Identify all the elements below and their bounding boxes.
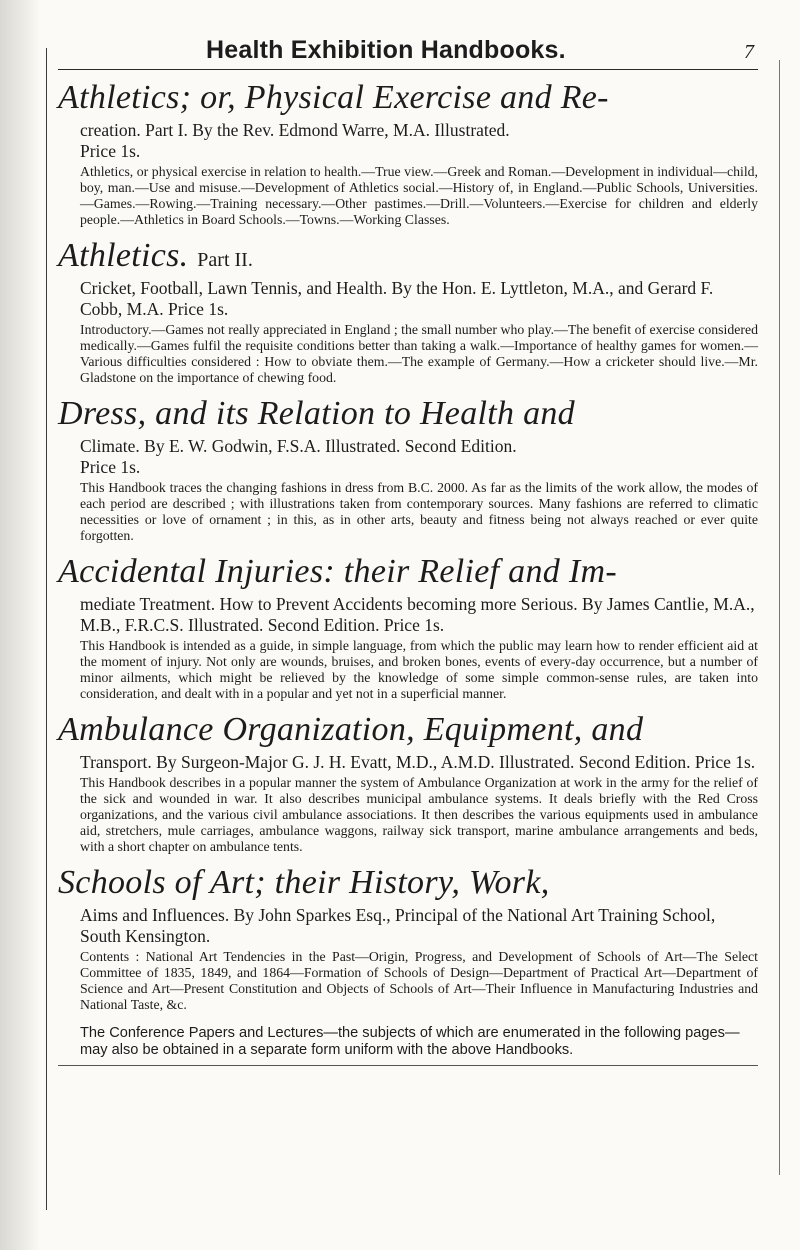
entry-title: Dress, and its Relation to Health and [58,395,575,432]
entry-description: This Handbook describes in a popular manner the system of Ambulance Organization at work in the army for the relief of the sick and wounded in war. It also describes municipal ambulance systems. It deals briefly with the Red Cross organizations, and the various civil ambulance associations. It then describes the various equipments used in ambulance aid, stretchers, mule carriages, ambulance waggons, railway sick transport, marine ambulance arrangements and beds, with a short chapter on ambulance tents. [80,775,758,854]
entry-title: Athletics. Part II. [58,237,253,274]
handbook-entry [58,80,758,228]
handbook-entry [58,865,758,1013]
handbook-entry [58,712,758,855]
entry-byline: Climate. By E. W. Godwin, F.S.A. Illustrated. Second Edition. [80,436,517,456]
entry-title: Ambulance Organization, Equipment, and [58,711,644,748]
entry-description: This Handbook traces the changing fashions in dress from B.C. 2000. As far as the limits of the work allow, the modes of each period are described ; with illustrations taken from contemporary sources. Many fashions are referred to climatic necessities or love of ornament ; in this, as in other arts, beauty and fitness being not always reached or ever quite forgotten. [80,480,758,543]
conference-papers-note: The Conference Papers and Lectures—the subjects of which are enumerated in the following pages—may also be obtained in a separate form uniform with the above Handbooks. [80,1025,740,1058]
bottom-rule [58,1065,758,1066]
entry-title: Schools of Art; their History, Work, [58,864,550,901]
entry-title: Accidental Injuries: their Relief and Im- [58,553,617,590]
running-title: Health Exhibition Handbooks. [206,36,566,64]
page-gutter-shadow [0,0,40,1250]
entry-description: Introductory.—Games not really appreciated in England ; the small number who play.—The benefit of exercise considered medically.—Games fulfil the requisite conditions better than taking a walk.—Importance of healthy games for women.—Various difficulties considered : How to obviate them.—The example of Germany.—How a cricketer should live.—Mr. Gladstone on the importance of chewing food. [80,322,758,385]
entry-description: This Handbook is intended as a guide, in simple language, from which the public may learn how to render efficient aid at the moment of injury. Not only are wounds, bruises, and broken bones, events of every-day occurrence, but a number of minor ailments, which might be relieved by the knowledge of some simple common-sense rules, are taken into consideration, and dealt with in a popular and yet not in a superficial manner. [80,638,758,701]
entry-description: Athletics, or physical exercise in relation to health.—True view.—Greek and Roman.—Development in individual—child, boy, man.—Use and misuse.—Development of Athletics social.—History of, in England.—Public Schools, Universities.—Games.—Rowing.—Training necessary.—Other pastimes.—Drill.—Volunteers.—Exercise for children and elderly people.—Athletics in Board Schools.—Towns.—Working Classes. [80,164,758,227]
entry-byline: Cricket, Football, Lawn Tennis, and Health. By the Hon. E. Lyttleton, M.A., and Gerard F. Cobb, M.A. Price 1s. [80,278,714,319]
page-frame-left-rule [46,48,47,1210]
entry-description: Contents : National Art Tendencies in the Past—Origin, Progress, and Development of Schools of Art—The Select Committee of 1835, 1849, and 1864—Formation of Schools of Design—Department of Practical Art—Department of Science and Art—Present Constitution and Objects of Schools of Art—Their Influence in Manufacturing Industries and National Taste, &c. [80,949,758,1012]
entry-price: Price 1s. [80,457,141,477]
handbook-entry [58,238,758,386]
page [58,36,758,1066]
page-number: 7 [744,41,754,63]
running-header [58,36,758,70]
entry-byline: Aims and Influences. By John Sparkes Esq., Principal of the National Art Training School, South Kensington. [80,905,716,946]
entry-title: Athletics; or, Physical Exercise and Re- [58,79,609,116]
handbook-entry [58,396,758,544]
handbook-entry [58,554,758,702]
entry-byline: Transport. By Surgeon-Major G. J. H. Evatt, M.D., A.M.D. Illustrated. Second Edition. Price 1s. [80,752,756,772]
page-frame-right-rule [779,60,780,1175]
entry-byline: mediate Treatment. How to Prevent Accidents becoming more Serious. By James Cantlie, M.A., M.B., F.R.C.S. Illustrated. Second Edition. Price 1s. [80,594,755,635]
entry-price: Price 1s. [80,141,141,161]
entry-byline: creation. Part I. By the Rev. Edmond Warre, M.A. Illustrated. [80,120,510,140]
